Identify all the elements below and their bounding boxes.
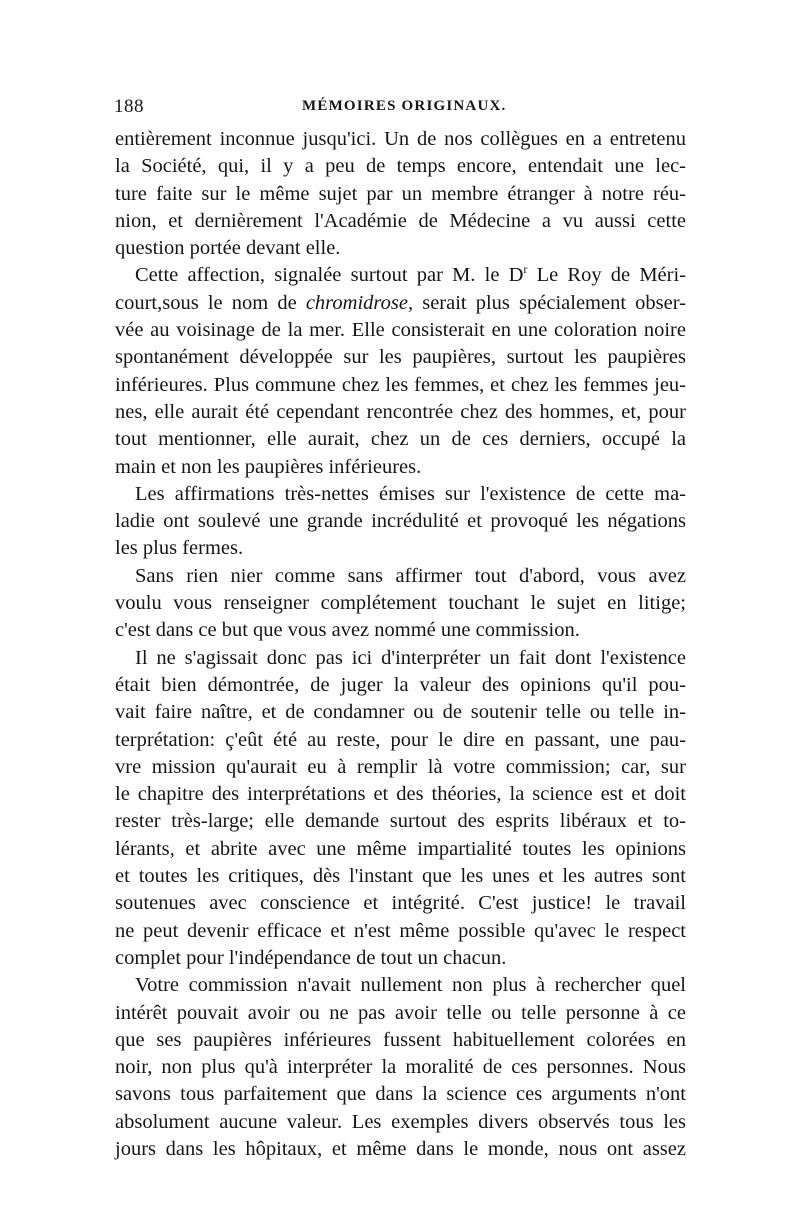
text-line: tout mentionner, elle aurait, chez un de ces derniers, occupé la: [115, 428, 686, 451]
text-line: le chapitre des interprétations et des théories, la science est et doit: [115, 783, 686, 806]
text-line: spontanément développée sur les paupières, surtout les paupières: [115, 346, 686, 369]
text-line: Votre commission n'avait nullement non plus à rechercher quel: [135, 974, 686, 997]
superscript: r: [523, 262, 528, 277]
italic-term: chromidrose,: [305, 291, 414, 314]
text-line: terprétation: ç'eût été au reste, pour le dire en passant, une pau-: [115, 728, 686, 751]
text-line: lérants, et abrite avec une même impartialité toutes les opinions: [115, 837, 686, 860]
text-line: [115, 290, 686, 317]
text-fragment: Cette affection, signalée surtout par M. le D: [135, 264, 524, 287]
text-line: nes, elle aurait été cependant rencontrée chez des hommes, et, pour: [115, 400, 686, 423]
text-line: intérêt pouvait avoir ou ne pas avoir telle ou telle personne à ce: [115, 1001, 686, 1024]
text-fragment: Le Roy de Méri-: [527, 264, 686, 287]
text-line: entièrement inconnue jusqu'ici. Un de nos collègues en a entretenu: [115, 128, 686, 150]
text-line: jours dans les hôpitaux, et même dans le monde, nous ont assez: [115, 1137, 686, 1160]
text-line: main et non les paupières inférieures.: [115, 455, 422, 478]
text-line: question portée devant elle.: [115, 237, 341, 260]
text-line: ne peut devenir efficace et n'est même possible qu'avec le respect: [115, 919, 686, 942]
text-line: ture faite sur le même sujet par un membre étranger à notre réu-: [115, 182, 686, 205]
text-line: ladie ont soulevé une grande incrédulité et provoqué les négations: [115, 510, 686, 533]
text-line: vée au voisinage de la mer. Elle consisterait en une coloration noire: [115, 319, 686, 342]
text-fragment: serait plus spécialement obser-: [413, 291, 686, 314]
text-line: vait faire naître, et de condamner ou de soutenir telle ou telle in-: [115, 701, 686, 724]
body-text: [115, 126, 686, 1163]
text-line: et toutes les critiques, dès l'instant que les unes et les autres sont: [115, 865, 686, 888]
text-line: Les affirmations très-nettes émises sur l'existence de cette ma-: [135, 482, 686, 505]
text-line: la Société, qui, il y a peu de temps encore, entendait une lec-: [115, 155, 686, 178]
text-line: que ses paupières inférieures fussent habituellement colorées en: [115, 1028, 686, 1051]
text-fragment: court,sous le nom de: [115, 291, 306, 314]
text-line: vre mission qu'aurait eu à remplir là votre commission; car, sur: [115, 755, 686, 778]
text-line: nion, et dernièrement l'Académie de Médecine a vu aussi cette: [115, 209, 686, 232]
running-head: [112, 96, 687, 122]
text-line: Sans rien nier comme sans affirmer tout d'abord, vous avez: [135, 564, 686, 587]
text-line: [115, 262, 686, 289]
text-line: Il ne s'agissait donc pas ici d'interpréter un fait dont l'existence: [135, 646, 686, 669]
text-line: savons tous parfaitement que dans la science ces arguments n'ont: [115, 1083, 686, 1106]
page-number: 188: [114, 96, 144, 117]
text-line: était bien démontrée, de juger la valeur des opinions qu'il pou-: [115, 673, 686, 696]
text-line: rester très-large; elle demande surtout des esprits libéraux et to-: [115, 810, 686, 833]
text-line: voulu vous renseigner complétement touchant le sujet en litige;: [115, 592, 686, 615]
text-line: soutenues avec conscience et intégrité. C'est justice! le travail: [115, 892, 686, 915]
text-line: les plus fermes.: [115, 537, 244, 560]
text-line: complet pour l'indépendance de tout un chacun.: [115, 946, 507, 969]
text-line: noir, non plus qu'à interpréter la moralité de ces personnes. Nous: [115, 1056, 686, 1079]
text-line: inférieures. Plus commune chez les femmes, et chez les femmes jeu-: [115, 373, 686, 396]
text-line: absolument aucune valeur. Les exemples divers observés tous les: [115, 1110, 686, 1133]
running-title: MÉMOIRES ORIGINAUX.: [302, 98, 507, 114]
text-line: c'est dans ce but que vous avez nommé une commission.: [115, 619, 580, 642]
